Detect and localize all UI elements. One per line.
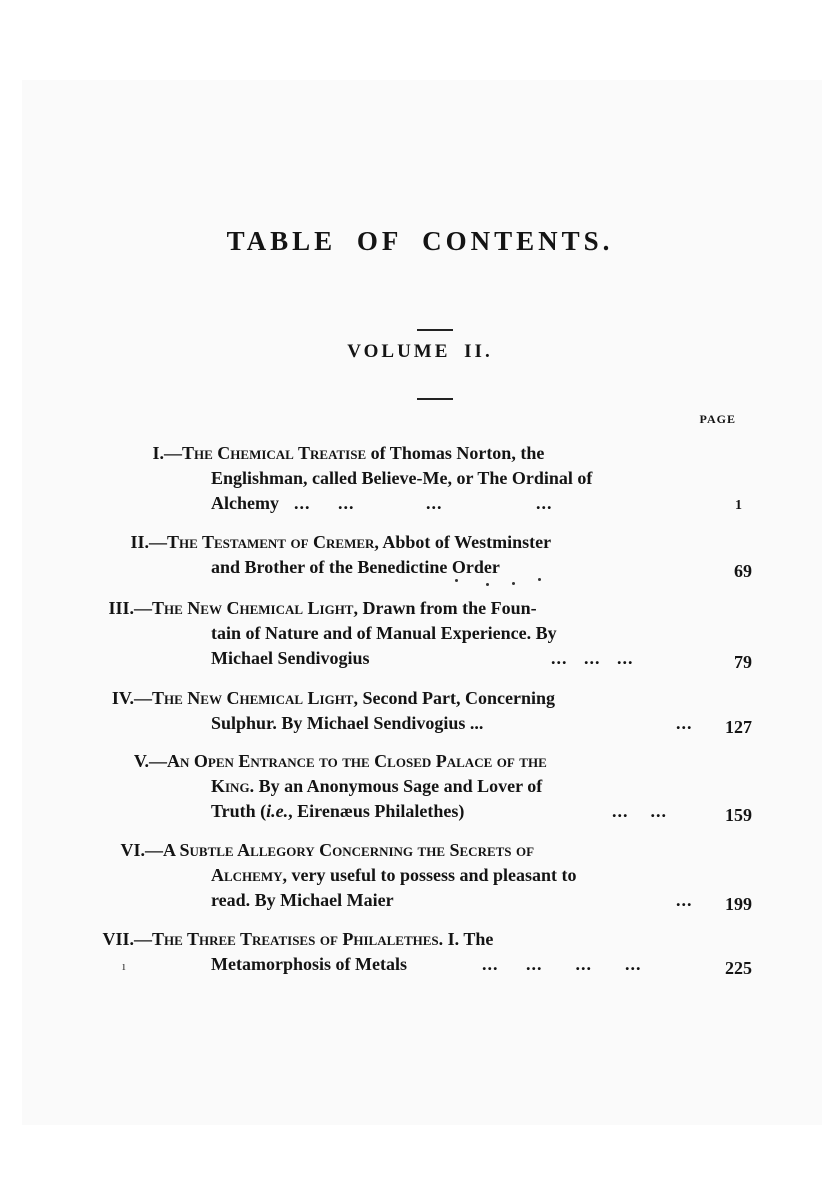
entry-title-line: Sulphur. By Michael Sendivogius ...	[211, 713, 484, 733]
entry-title-line: —The Three Treatises of Philalethes. I. The	[134, 929, 494, 949]
stray-ink-mark: ı	[122, 958, 126, 973]
divider-rule	[417, 398, 453, 400]
entry-title-line: Alchemy	[211, 493, 279, 513]
divider-rule	[417, 329, 453, 331]
entry-number: I.	[152, 443, 164, 463]
entry-number: V.	[133, 751, 149, 771]
entry-title-line: Alchemy, very useful to possess and pleasant to	[211, 865, 577, 885]
entry-title-line: and Brother of the Benedictine Order	[211, 557, 500, 577]
dot-leader: ... ... ... ...	[482, 954, 642, 974]
dot-leader: ... ... ...	[551, 648, 634, 668]
page-title: TABLE OF CONTENTS.	[226, 226, 614, 256]
entry-title-line: —The New Chemical Light, Drawn from the Foun-	[134, 598, 537, 618]
ink-speck	[512, 582, 515, 585]
entry-title-line: Metamorphosis of Metals	[211, 954, 407, 974]
entry-title-line: —The Chemical Treatise of Thomas Norton, the	[164, 443, 545, 463]
entry-number: II.	[130, 532, 149, 552]
entry-title-line: —The New Chemical Light, Second Part, Concerning	[134, 688, 555, 708]
entry-title-line: —The Testament of Cremer, Abbot of Westminster	[149, 532, 552, 552]
volume-heading: VOLUME II.	[347, 341, 493, 362]
ink-speck	[486, 583, 489, 586]
dot-leader: ... ...	[612, 801, 667, 821]
entry-title-line: tain of Nature and of Manual Experience. By	[211, 623, 557, 643]
dot-leader: ... ... ... ...	[294, 493, 553, 513]
entry-title-line: —A Subtle Allegory Concerning the Secrets of	[145, 840, 535, 860]
entry-title-line: —An Open Entrance to the Closed Palace of the	[149, 751, 547, 771]
entry-title-line: King. By an Anonymous Sage and Lover of	[211, 776, 543, 796]
ink-speck	[538, 578, 541, 581]
page-number: 199	[725, 894, 752, 914]
page-number: 79	[734, 652, 752, 672]
page-number: 69	[734, 561, 752, 581]
entry-number: VII.	[102, 929, 134, 949]
page-column-label: PAGE	[699, 412, 736, 426]
entry-number: III.	[108, 598, 134, 618]
dot-leader: ...	[676, 713, 693, 733]
entry-number: IV.	[111, 688, 134, 708]
entry-title-line: Englishman, called Believe-Me, or The Ordinal of	[211, 468, 593, 488]
page-number: 159	[725, 805, 752, 825]
ink-speck	[455, 579, 458, 582]
entry-number: VI.	[120, 840, 145, 860]
dot-leader: ...	[676, 890, 693, 910]
entry-title-line: read. By Michael Maier	[211, 890, 394, 910]
page-number: 127	[725, 717, 752, 737]
entry-title-line: Truth (i.e., Eirenæus Philalethes)	[211, 801, 465, 821]
page-number: 1	[735, 498, 742, 513]
entry-title-line: Michael Sendivogius	[211, 648, 370, 668]
page-number: 225	[725, 958, 752, 978]
